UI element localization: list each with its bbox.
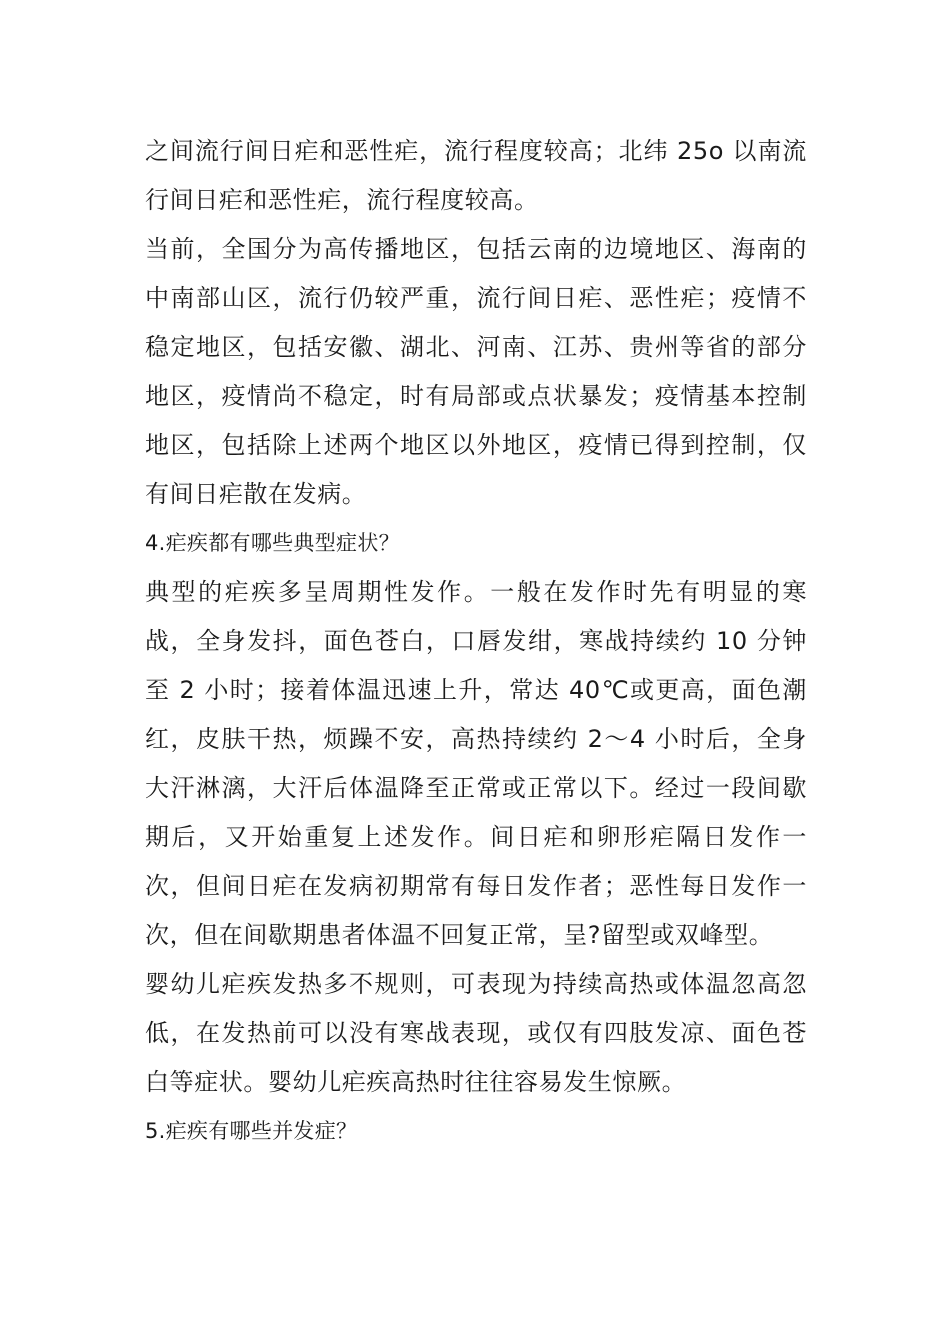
section-heading-complications: 5.疟疾有哪些并发症？ <box>145 1119 358 1143</box>
paragraph-distribution-south: 之间流行间日疟和恶性疟，流行程度较高；北纬 25o 以南流行间日疟和恶性疟，流行程度较高。 <box>145 137 807 214</box>
section-heading-typical-symptoms: 4.疟疾都有哪些典型症状？ <box>145 531 400 555</box>
paragraph-current-regions: 当前，全国分为高传播地区，包括云南的边境地区、海南的中南部山区，流行仍较严重，流行间日疟、恶性疟；疫情不稳定地区，包括安徽、湖北、河南、江苏、贵州等省的部分地区，疫情尚不稳定，时有局部或点状暴发；疫情基本控制地区，包括除上述两个地区以外地区，疫情已得到控制，仅有间日疟散在发病。 <box>145 235 807 508</box>
document-body <box>145 127 807 1156</box>
paragraph-infant-malaria: 婴幼儿疟疾发热多不规则，可表现为持续高热或体温忽高忽低，在发热前可以没有寒战表现，或仅有四肢发凉、面色苍白等症状。婴幼儿疟疾高热时往往容易发生惊厥。 <box>145 970 807 1096</box>
paragraph-typical-symptoms: 典型的疟疾多呈周期性发作。一般在发作时先有明显的寒战，全身发抖，面色苍白，口唇发绀，寒战持续约 10 分钟至 2 小时；接着体温迅速上升，常达 40℃或更高，面色潮红，皮肤干热，烦躁不安，高热持续约 2～4 小时后，全身大汗淋漓，大汗后体温降至正常或正常以下。经过一段间歇期后，又开始重复上述发作。间日疟和卵形疟隔日发作一次，但间日疟在发病初期常有每日发作者；恶性每日发作一次，但在间歇期患者体温不回复正常，呈?留型或双峰型。 <box>145 578 807 949</box>
